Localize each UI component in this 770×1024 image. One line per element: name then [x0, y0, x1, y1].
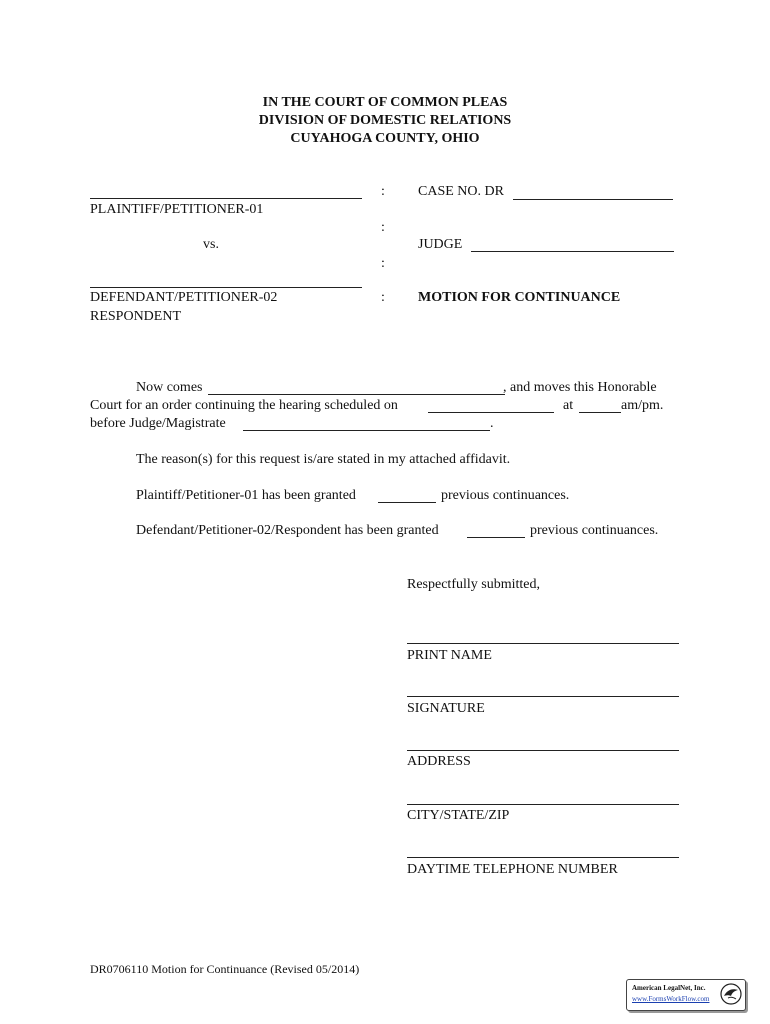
case-number-label: CASE NO. DR: [418, 184, 504, 199]
address-label: ADDRESS: [407, 754, 471, 769]
and-moves-text: , and moves this Honorable: [503, 380, 657, 395]
document-title: MOTION FOR CONTINUANCE: [418, 290, 621, 305]
plaintiff-previous-text: previous continuances.: [441, 488, 570, 503]
court-county: CUYAHOGA COUNTY, OHIO: [290, 131, 480, 146]
form-id: DR0706110 Motion for Continuance (Revised 05/2014): [90, 962, 360, 976]
telephone-field[interactable]: [407, 857, 679, 858]
defendant-previous-text: previous continuances.: [530, 523, 659, 538]
caption-colon: :: [381, 220, 385, 235]
caption-colon: :: [381, 290, 385, 305]
publisher-logo: [626, 979, 746, 1011]
court-division: DIVISION OF DOMESTIC RELATIONS: [258, 113, 512, 128]
city-state-zip-label: CITY/STATE/ZIP: [407, 808, 510, 823]
respondent-label: RESPONDENT: [90, 309, 182, 324]
defendant-label: DEFENDANT/PETITIONER-02: [90, 290, 278, 305]
city-state-zip-field[interactable]: [407, 804, 679, 805]
plaintiff-continuances-field[interactable]: [378, 502, 436, 503]
versus-text: vs.: [203, 237, 219, 252]
signature-label: SIGNATURE: [407, 701, 485, 716]
movant-name-field[interactable]: [208, 394, 505, 395]
defendant-continuances-field[interactable]: [467, 537, 525, 538]
ampm-text: am/pm.: [621, 398, 664, 413]
caption-colon: :: [381, 184, 385, 199]
reasons-text: The reason(s) for this request is/are stated in my attached affidavit.: [136, 452, 511, 467]
address-field[interactable]: [407, 750, 679, 751]
hearing-time-field[interactable]: [579, 412, 621, 413]
court-name: IN THE COURT OF COMMON PLEAS: [262, 95, 508, 110]
judge-field[interactable]: [471, 251, 674, 252]
plaintiff-granted-text: Plaintiff/Petitioner-01 has been granted: [136, 488, 356, 503]
print-name-field[interactable]: [407, 643, 679, 644]
judge-magistrate-text: before Judge/Magistrate: [90, 416, 226, 431]
period-text: .: [490, 416, 494, 431]
hearing-date-field[interactable]: [428, 412, 554, 413]
judge-label: JUDGE: [418, 237, 463, 252]
print-name-label: PRINT NAME: [407, 648, 492, 663]
telephone-label: DAYTIME TELEPHONE NUMBER: [407, 862, 618, 877]
plaintiff-label: PLAINTIFF/PETITIONER-01: [90, 202, 264, 217]
eagle-icon: [720, 983, 742, 1005]
judge-magistrate-field[interactable]: [243, 430, 490, 431]
case-number-field[interactable]: [513, 199, 673, 200]
defendant-name-field[interactable]: [90, 287, 362, 288]
caption-colon: :: [381, 256, 385, 271]
publisher-name: American LegalNet, Inc.: [632, 984, 706, 992]
publisher-link[interactable]: www.FormsWorkFlow.com: [632, 995, 710, 1003]
at-text: at: [563, 398, 574, 413]
signature-field[interactable]: [407, 696, 679, 697]
defendant-granted-text: Defendant/Petitioner-02/Respondent has been granted: [136, 523, 439, 538]
hearing-text: Court for an order continuing the hearing scheduled on: [90, 398, 398, 413]
plaintiff-name-field[interactable]: [90, 198, 362, 199]
now-comes-text: Now comes: [136, 380, 203, 395]
respectfully-submitted: Respectfully submitted,: [407, 577, 540, 592]
